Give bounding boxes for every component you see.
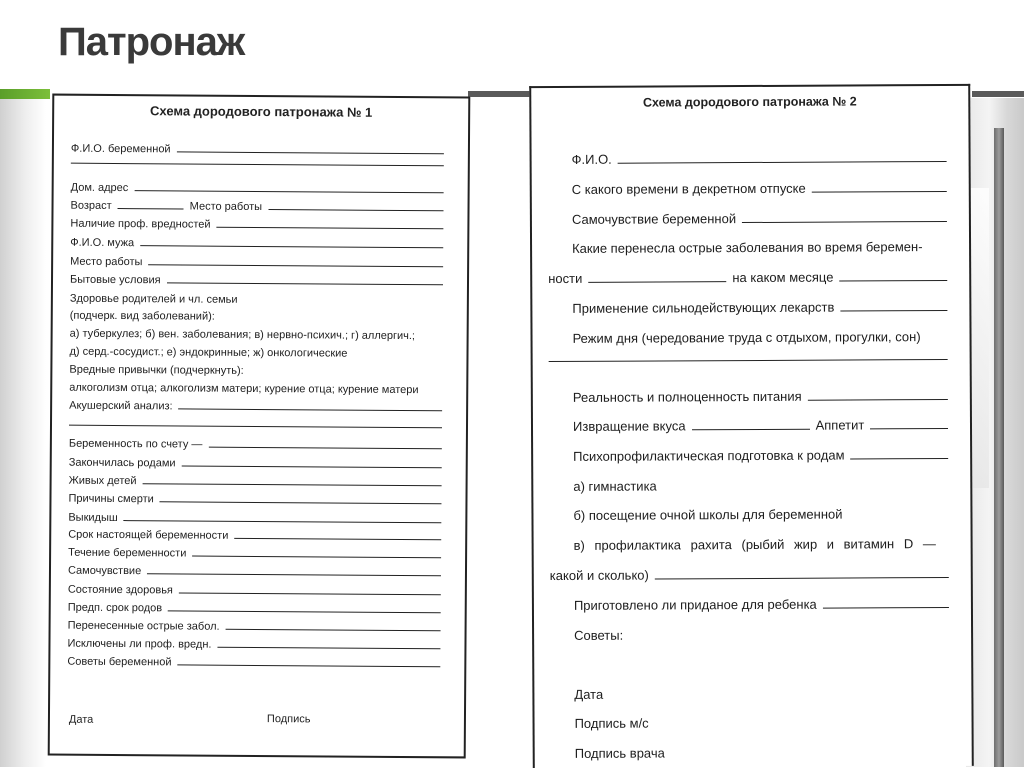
form-1-sign-label: Подпись — [266, 713, 311, 726]
form-2-psycho-row — [573, 447, 948, 464]
form-2-rickets-label-2: какой и сколько) — [549, 567, 649, 584]
form-1-input-line[interactable] — [179, 591, 441, 595]
form-2-dowry-row — [574, 596, 949, 613]
form-2-taste-row — [573, 417, 948, 434]
form-1-field-label: Перенесенные острые забол. — [67, 619, 220, 633]
form-1-field-label: Здоровье родителей и чл. семьи — [69, 292, 238, 306]
form-1-input-line[interactable] — [143, 482, 442, 486]
form-1-row — [69, 424, 442, 432]
wellbeing-input-line[interactable] — [742, 220, 947, 223]
form-2-gym-label: а) гимнастика — [573, 478, 657, 494]
form-1-input-line[interactable] — [168, 609, 441, 613]
form-1-input-line[interactable] — [177, 663, 440, 667]
form-2-nutrition-row — [573, 388, 948, 405]
form-2-taste-label: Извращение вкуса — [572, 418, 686, 434]
form-1-row — [67, 638, 440, 653]
form-2-rickets-label-1: в) профилактика рахита (рыбий жир и витамин D — — [573, 536, 936, 553]
form-1-row — [69, 475, 442, 490]
form-1-input-line[interactable] — [217, 226, 444, 230]
form-1-input-line[interactable] — [182, 464, 442, 468]
form-2-acute-label-2b: на каком месяце — [732, 269, 834, 286]
form-1-input-line[interactable] — [148, 263, 443, 267]
form-1-row — [70, 218, 443, 233]
form-1-row — [68, 584, 441, 599]
form-1-row — [70, 293, 443, 308]
form-1-input-line[interactable] — [71, 162, 444, 167]
form-2-school-row — [573, 506, 948, 523]
form-1-input-line[interactable] — [208, 446, 441, 450]
form-2-doctor-sign-row — [575, 744, 950, 761]
form-1-field-label: Возраст — [70, 199, 112, 212]
form-1-row — [68, 547, 441, 562]
form-2-regime-label: Режим дня (чередование труда с отдыхом, прогулки, сон) — [572, 329, 921, 346]
form-1-field-label: Исключены ли проф. вредн. — [67, 637, 212, 651]
form-1-field-label: Наличие проф. вредностей — [70, 217, 211, 231]
acute-month-input-line[interactable] — [839, 279, 947, 282]
form-2-fio-label: Ф.И.О. — [571, 151, 612, 167]
form-1-field-label: Акушерский анализ: — [69, 399, 173, 413]
form-1-input-line[interactable] — [134, 189, 443, 193]
form-2-psycho-label: Психопрофилактическая подготовка к родам — [573, 447, 845, 464]
form-2-acute-row-1 — [572, 239, 947, 256]
form-2-drugs-row — [572, 299, 947, 316]
form-1-input-line[interactable] — [217, 646, 440, 650]
form-1-row — [68, 602, 441, 617]
form-1-input-line[interactable] — [268, 208, 443, 211]
form-1-row — [68, 512, 441, 527]
form-1-title: Схема дородового патронажа № 1 — [150, 103, 373, 120]
form-2-wellbeing-row — [572, 210, 947, 227]
form-1-input-line[interactable] — [177, 150, 444, 154]
form-2-date-row — [574, 685, 949, 702]
form-1-input-line[interactable] — [118, 207, 184, 209]
form-1-field-label: Беременность по счету — — [68, 437, 203, 451]
form-1-input-line[interactable] — [160, 500, 442, 504]
accent-bar — [0, 89, 50, 99]
dowry-input-line[interactable] — [823, 606, 949, 609]
form-1-row — [70, 256, 443, 271]
rickets-input-line[interactable] — [655, 576, 949, 580]
form-1-field-label: Течение беременности — [68, 546, 187, 560]
form-1-field-label: Причины смерти — [68, 492, 154, 506]
form-1-input-line[interactable] — [179, 407, 443, 411]
form-1-field-label: а) туберкулез; б) вен. заболевания; в) нервно-психич.; г) аллергич.; — [69, 327, 416, 343]
form-1-row — [68, 565, 441, 580]
form-1-field-label: Состояние здоровья — [67, 583, 173, 597]
form-1-field-label: Закончилась родами — [68, 456, 176, 470]
form-1-input-line[interactable] — [226, 628, 441, 632]
form-2-school-label: б) посещение очной школы для беременной — [573, 506, 843, 523]
form-2-doctor-sign-label: Подпись врача — [574, 745, 665, 761]
form-2-since-label: С какого времени в декретном отпуске — [571, 180, 806, 197]
form-2-fio-row — [572, 150, 947, 167]
form-1-row — [68, 493, 441, 508]
form-1-input-line[interactable] — [124, 519, 442, 523]
form-1-field-label: Живых детей — [68, 474, 137, 488]
form-1-field-label: Вредные привычки (подчеркнуть): — [69, 363, 244, 377]
form-1-input-line[interactable] — [192, 555, 441, 559]
form-2-acute-label-2a: ности — [548, 270, 583, 287]
form-1-row — [71, 162, 444, 170]
form-2-drugs-label: Применение сильнодействующих лекарств — [572, 299, 835, 316]
form-2-nurse-sign-label: Подпись м/с — [574, 715, 649, 731]
form-1-input-line[interactable] — [147, 572, 441, 576]
taste-input-line[interactable] — [692, 428, 810, 431]
form-2-regime-line-row — [549, 358, 948, 365]
page-title: Патронаж — [58, 20, 245, 64]
form-1-field-label: Бытовые условия — [69, 273, 161, 287]
form-1-input-line[interactable] — [167, 281, 443, 285]
divider-bar-left — [468, 91, 530, 97]
form-1-row — [70, 200, 443, 215]
form-2-rickets-row-1 — [574, 536, 949, 553]
divider-bar-right — [972, 91, 1024, 97]
nutrition-input-line[interactable] — [808, 398, 948, 401]
form-1-input-line[interactable] — [69, 424, 442, 429]
form-1-field-label: Предп. срок родов — [67, 601, 163, 615]
form-1-field-label: (подчерк. вид заболеваний): — [69, 309, 215, 323]
drugs-input-line[interactable] — [840, 309, 947, 312]
form-1-row — [71, 182, 444, 197]
form-1-row — [69, 457, 442, 472]
form-1-input-line[interactable] — [140, 244, 443, 248]
form-1-input-line[interactable] — [234, 537, 441, 540]
form-2-appetite-label: Аппетит — [815, 417, 865, 433]
form-1-field-label: Срок настоящей беременности — [68, 528, 229, 542]
form-1-row — [67, 656, 440, 671]
background-photo — [966, 98, 1024, 767]
appetite-input-line[interactable] — [870, 427, 948, 429]
form-1-field-label: Место работы — [70, 255, 143, 269]
form-1-row — [70, 274, 443, 289]
form-1-row — [69, 400, 442, 415]
form-1-row — [70, 310, 443, 325]
form-1-row — [69, 438, 442, 453]
form-2-nurse-sign-row — [575, 714, 950, 731]
background-left-edge — [0, 99, 46, 767]
form-1-row — [70, 237, 443, 252]
psycho-input-line[interactable] — [850, 457, 948, 460]
form-2-advice-label: Советы: — [574, 627, 624, 643]
form-1-field-label: Самочувствие — [67, 564, 142, 578]
fio-input-line[interactable] — [618, 160, 947, 164]
form-2-dowry-label: Приготовлено ли приданое для ребенка — [573, 596, 817, 613]
acute-input-line[interactable] — [588, 280, 726, 283]
form-1-row — [70, 328, 443, 343]
form-2-title: Схема дородового патронажа № 2 — [642, 94, 857, 110]
form-1-row — [69, 382, 442, 397]
form-1-field-label: Ф.И.О. мужа — [70, 236, 135, 250]
form-2-date-label: Дата — [574, 686, 604, 702]
regime-input-line[interactable] — [549, 358, 948, 362]
form-1-field-label: алкоголизм отца; алкоголизм матери; курение отца; курение матери — [69, 381, 419, 397]
form-1-field-label: д) серд.-сосудист.; е) эндокринные; ж) онкологические — [69, 345, 348, 360]
form-1-field-label: Выкидыш — [68, 511, 118, 525]
form-2-wellbeing-label: Самочувствие беременной — [571, 211, 737, 227]
form-2-rickets-row-2 — [550, 566, 949, 583]
form-1-field-label: Место работы — [189, 200, 263, 214]
prenatal-form-2 — [529, 84, 974, 768]
form-1-row — [68, 620, 441, 635]
form-1-row — [71, 143, 444, 158]
form-1-field-label: Ф.И.О. беременной — [70, 142, 171, 156]
form-1-date-label: Дата — [68, 713, 94, 726]
form-1-field-label: Дом. адрес — [70, 181, 129, 195]
prenatal-form-1 — [48, 94, 471, 759]
form-1-field-label: Советы беременной — [67, 655, 172, 669]
form-1-row — [69, 346, 442, 361]
form-2-nutrition-label: Реальность и полноценность питания — [572, 388, 802, 405]
form-2-advice-row — [574, 626, 949, 643]
since-input-line[interactable] — [812, 190, 947, 193]
form-2-regime-row — [572, 329, 947, 346]
form-2-gym-row — [573, 477, 948, 494]
form-2-acute-label-1: Какие перенесла острые заболевания во время беремен- — [572, 239, 923, 256]
form-2-since-row — [572, 180, 947, 197]
form-1-row — [69, 364, 442, 379]
form-2-acute-row-2 — [548, 269, 947, 286]
form-1-row — [68, 529, 441, 544]
